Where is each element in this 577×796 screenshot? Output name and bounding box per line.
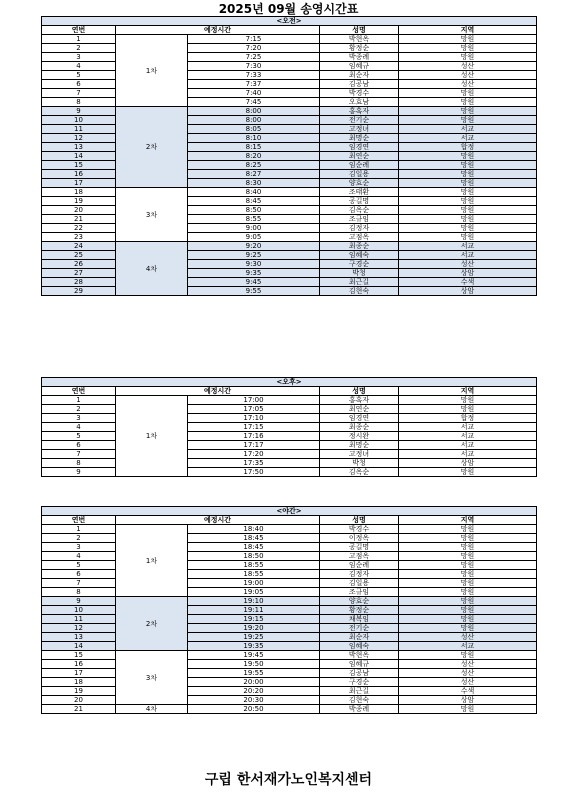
row-number: 11 (42, 125, 116, 134)
region: 성산 (399, 633, 537, 642)
region: 망원 (399, 116, 537, 125)
header-region: 지역 (399, 387, 537, 396)
region: 망원 (399, 215, 537, 224)
row-number: 27 (42, 269, 116, 278)
table-row (42, 651, 537, 660)
region: 상암 (399, 459, 537, 468)
person-name: 고정녀 (320, 450, 399, 459)
region: 망원 (399, 233, 537, 242)
row-number: 19 (42, 197, 116, 206)
row-number: 3 (42, 414, 116, 423)
person-name: 최종순 (320, 242, 399, 251)
region: 망원 (399, 525, 537, 534)
row-number: 16 (42, 170, 116, 179)
person-name: 임경연 (320, 143, 399, 152)
section-header-row (42, 507, 537, 516)
scheduled-time: 17:15 (188, 423, 320, 432)
table-row (42, 35, 537, 44)
region: 망원 (399, 170, 537, 179)
row-number: 1 (42, 525, 116, 534)
row-number: 21 (42, 705, 116, 714)
region: 망원 (399, 53, 537, 62)
region: 성산 (399, 669, 537, 678)
scheduled-time: 7:15 (188, 35, 320, 44)
row-number: 10 (42, 606, 116, 615)
scheduled-time: 7:45 (188, 98, 320, 107)
header-region: 지역 (399, 516, 537, 525)
region: 수색 (399, 278, 537, 287)
row-number: 16 (42, 660, 116, 669)
row-number: 4 (42, 423, 116, 432)
person-name: 김옥순 (320, 468, 399, 477)
region: 서교 (399, 450, 537, 459)
region: 상암 (399, 287, 537, 296)
region: 수색 (399, 687, 537, 696)
row-number: 3 (42, 543, 116, 552)
scheduled-time: 9:25 (188, 251, 320, 260)
section-header-row (42, 378, 537, 387)
person-name: 구경순 (320, 678, 399, 687)
header-time: 예정시간 (116, 387, 320, 396)
row-number: 13 (42, 143, 116, 152)
region: 망원 (399, 405, 537, 414)
row-number: 6 (42, 570, 116, 579)
scheduled-time: 17:50 (188, 468, 320, 477)
region: 망원 (399, 552, 537, 561)
scheduled-time: 20:30 (188, 696, 320, 705)
group-label: 1차 (116, 525, 188, 597)
row-number: 5 (42, 71, 116, 80)
region: 망원 (399, 152, 537, 161)
row-number: 15 (42, 161, 116, 170)
scheduled-time: 17:00 (188, 396, 320, 405)
group-label: 1차 (116, 35, 188, 107)
person-name: 임순례 (320, 561, 399, 570)
section-label: <야간> (42, 507, 537, 516)
scheduled-time: 18:45 (188, 534, 320, 543)
scheduled-time: 20:50 (188, 705, 320, 714)
row-number: 28 (42, 278, 116, 287)
person-name: 오효남 (320, 98, 399, 107)
region: 망원 (399, 615, 537, 624)
region: 망원 (399, 579, 537, 588)
column-header-row (42, 26, 537, 35)
region: 성산 (399, 660, 537, 669)
row-number: 22 (42, 224, 116, 233)
column-header-row (42, 516, 537, 525)
row-number: 7 (42, 89, 116, 98)
row-number: 11 (42, 615, 116, 624)
person-name: 임혜규 (320, 62, 399, 71)
header-time: 예정시간 (116, 26, 320, 35)
header-name: 성명 (320, 516, 399, 525)
row-number: 7 (42, 450, 116, 459)
region: 망원 (399, 570, 537, 579)
header-region: 지역 (399, 26, 537, 35)
scheduled-time: 18:45 (188, 543, 320, 552)
row-number: 14 (42, 642, 116, 651)
scheduled-time: 9:20 (188, 242, 320, 251)
region: 성산 (399, 678, 537, 687)
person-name: 구경순 (320, 260, 399, 269)
person-name: 공길명 (320, 197, 399, 206)
region: 망원 (399, 588, 537, 597)
row-number: 20 (42, 696, 116, 705)
scheduled-time: 19:15 (188, 615, 320, 624)
scheduled-time: 19:10 (188, 597, 320, 606)
person-name: 임경연 (320, 414, 399, 423)
scheduled-time: 8:55 (188, 215, 320, 224)
scheduled-time: 19:25 (188, 633, 320, 642)
row-number: 8 (42, 98, 116, 107)
row-number: 6 (42, 441, 116, 450)
row-number: 23 (42, 233, 116, 242)
scheduled-time: 19:11 (188, 606, 320, 615)
person-name: 최명순 (320, 134, 399, 143)
region: 망원 (399, 534, 537, 543)
scheduled-time: 9:05 (188, 233, 320, 242)
person-name: 김공남 (320, 669, 399, 678)
person-name: 임혜숙 (320, 251, 399, 260)
person-name: 김현숙 (320, 287, 399, 296)
person-name: 조규임 (320, 215, 399, 224)
row-number: 1 (42, 396, 116, 405)
row-number: 29 (42, 287, 116, 296)
table-row (42, 597, 537, 606)
region: 서교 (399, 242, 537, 251)
row-number: 1 (42, 35, 116, 44)
scheduled-time: 19:05 (188, 588, 320, 597)
region: 망원 (399, 651, 537, 660)
header-name: 성명 (320, 26, 399, 35)
person-name: 박현옥 (320, 651, 399, 660)
scheduled-time: 9:30 (188, 260, 320, 269)
person-name: 조태환 (320, 188, 399, 197)
header-name: 성명 (320, 387, 399, 396)
scheduled-time: 20:20 (188, 687, 320, 696)
region: 망원 (399, 98, 537, 107)
person-name: 김정자 (320, 224, 399, 233)
region: 성산 (399, 71, 537, 80)
group-label: 3차 (116, 651, 188, 705)
person-name: 고점옥 (320, 552, 399, 561)
page-title: 2025년 09월 송영시간표 (218, 2, 359, 16)
evening-table (41, 506, 537, 714)
person-name: 최명순 (320, 441, 399, 450)
person-name: 양효순 (320, 179, 399, 188)
scheduled-time: 8:10 (188, 134, 320, 143)
scheduled-time: 19:45 (188, 651, 320, 660)
scheduled-time: 18:40 (188, 525, 320, 534)
region: 망원 (399, 624, 537, 633)
person-name: 박종례 (320, 53, 399, 62)
region: 망원 (399, 107, 537, 116)
row-number: 2 (42, 44, 116, 53)
row-number: 3 (42, 53, 116, 62)
scheduled-time: 9:00 (188, 224, 320, 233)
table-row (42, 396, 537, 405)
scheduled-time: 9:35 (188, 269, 320, 278)
scheduled-time: 7:25 (188, 53, 320, 62)
person-name: 김정자 (320, 570, 399, 579)
row-number: 12 (42, 624, 116, 633)
person-name: 고점옥 (320, 233, 399, 242)
region: 망원 (399, 597, 537, 606)
region: 망원 (399, 705, 537, 714)
person-name: 박종례 (320, 705, 399, 714)
scheduled-time: 7:20 (188, 44, 320, 53)
afternoon-table (41, 377, 537, 477)
group-label: 3차 (116, 188, 188, 242)
person-name: 박청 (320, 459, 399, 468)
region: 서교 (399, 642, 537, 651)
row-number: 6 (42, 80, 116, 89)
row-number: 2 (42, 405, 116, 414)
scheduled-time: 17:05 (188, 405, 320, 414)
row-number: 25 (42, 251, 116, 260)
region: 서교 (399, 125, 537, 134)
person-name: 양효순 (320, 597, 399, 606)
region: 서교 (399, 423, 537, 432)
group-label: 2차 (116, 597, 188, 651)
region: 망원 (399, 179, 537, 188)
section-label: <오전> (42, 17, 537, 26)
table-row (42, 188, 537, 197)
person-name: 홍혹자 (320, 396, 399, 405)
scheduled-time: 17:16 (188, 432, 320, 441)
person-name: 황정순 (320, 606, 399, 615)
scheduled-time: 19:50 (188, 660, 320, 669)
person-name: 김현숙 (320, 696, 399, 705)
person-name: 최연순 (320, 405, 399, 414)
person-name: 최종순 (320, 423, 399, 432)
section-label: <오후> (42, 378, 537, 387)
header-no: 연번 (42, 26, 116, 35)
person-name: 전기순 (320, 624, 399, 633)
region: 망원 (399, 197, 537, 206)
region: 합정 (399, 414, 537, 423)
person-name: 고정녀 (320, 125, 399, 134)
header-no: 연번 (42, 516, 116, 525)
group-label: 4차 (116, 705, 188, 714)
column-header-row (42, 387, 537, 396)
row-number: 8 (42, 588, 116, 597)
region: 망원 (399, 396, 537, 405)
row-number: 20 (42, 206, 116, 215)
scheduled-time: 8:45 (188, 197, 320, 206)
person-name: 최순자 (320, 71, 399, 80)
person-name: 홍혹자 (320, 107, 399, 116)
scheduled-time: 7:37 (188, 80, 320, 89)
scheduled-time: 17:20 (188, 450, 320, 459)
region: 상암 (399, 269, 537, 278)
scheduled-time: 8:30 (188, 179, 320, 188)
scheduled-time: 8:00 (188, 116, 320, 125)
person-name: 김일용 (320, 170, 399, 179)
person-name: 조규임 (320, 588, 399, 597)
region: 망원 (399, 161, 537, 170)
row-number: 9 (42, 597, 116, 606)
region: 서교 (399, 432, 537, 441)
table-row (42, 525, 537, 534)
region: 망원 (399, 224, 537, 233)
region: 망원 (399, 606, 537, 615)
row-number: 14 (42, 152, 116, 161)
row-number: 8 (42, 459, 116, 468)
region: 망원 (399, 89, 537, 98)
scheduled-time: 8:40 (188, 188, 320, 197)
row-number: 18 (42, 678, 116, 687)
table-row (42, 705, 537, 714)
region: 합정 (399, 143, 537, 152)
morning-table (41, 16, 537, 296)
person-name: 최연순 (320, 152, 399, 161)
scheduled-time: 18:50 (188, 552, 320, 561)
region: 서교 (399, 251, 537, 260)
row-number: 5 (42, 561, 116, 570)
scheduled-time: 19:55 (188, 669, 320, 678)
scheduled-time: 8:50 (188, 206, 320, 215)
person-name: 박청 (320, 269, 399, 278)
person-name: 이정옥 (320, 534, 399, 543)
row-number: 7 (42, 579, 116, 588)
scheduled-time: 19:20 (188, 624, 320, 633)
region: 망원 (399, 188, 537, 197)
person-name: 전기순 (320, 116, 399, 125)
group-label: 1차 (116, 396, 188, 477)
organization-name: 구립 한서재가노인복지센터 (204, 772, 373, 788)
scheduled-time: 9:55 (188, 287, 320, 296)
region: 망원 (399, 468, 537, 477)
row-number: 15 (42, 651, 116, 660)
header-time: 예정시간 (116, 516, 320, 525)
row-number: 12 (42, 134, 116, 143)
scheduled-time: 19:35 (188, 642, 320, 651)
person-name: 정시완 (320, 432, 399, 441)
person-name: 임혜숙 (320, 642, 399, 651)
scheduled-time: 8:15 (188, 143, 320, 152)
person-name: 황정순 (320, 44, 399, 53)
region: 망원 (399, 206, 537, 215)
scheduled-time: 17:10 (188, 414, 320, 423)
region: 상암 (399, 696, 537, 705)
scheduled-time: 20:00 (188, 678, 320, 687)
row-number: 4 (42, 62, 116, 71)
group-label: 2차 (116, 107, 188, 188)
scheduled-time: 8:25 (188, 161, 320, 170)
scheduled-time: 8:00 (188, 107, 320, 116)
person-name: 공길명 (320, 543, 399, 552)
row-number: 13 (42, 633, 116, 642)
region: 망원 (399, 543, 537, 552)
person-name: 김일용 (320, 579, 399, 588)
row-number: 21 (42, 215, 116, 224)
table-row (42, 242, 537, 251)
header-no: 연번 (42, 387, 116, 396)
row-number: 2 (42, 534, 116, 543)
row-number: 9 (42, 468, 116, 477)
region: 서교 (399, 441, 537, 450)
person-name: 김옥순 (320, 206, 399, 215)
person-name: 임혜규 (320, 660, 399, 669)
region: 성산 (399, 62, 537, 71)
scheduled-time: 19:00 (188, 579, 320, 588)
table-row (42, 107, 537, 116)
scheduled-time: 18:55 (188, 570, 320, 579)
region: 망원 (399, 35, 537, 44)
scheduled-time: 8:27 (188, 170, 320, 179)
person-name: 최순자 (320, 633, 399, 642)
row-number: 9 (42, 107, 116, 116)
row-number: 17 (42, 179, 116, 188)
row-number: 24 (42, 242, 116, 251)
person-name: 채복임 (320, 615, 399, 624)
region: 성산 (399, 260, 537, 269)
section-header-row (42, 17, 537, 26)
scheduled-time: 7:33 (188, 71, 320, 80)
region: 망원 (399, 44, 537, 53)
row-number: 17 (42, 669, 116, 678)
person-name: 박경수 (320, 525, 399, 534)
region: 성산 (399, 80, 537, 89)
row-number: 5 (42, 432, 116, 441)
person-name: 임순례 (320, 161, 399, 170)
scheduled-time: 17:17 (188, 441, 320, 450)
scheduled-time: 7:40 (188, 89, 320, 98)
row-number: 18 (42, 188, 116, 197)
row-number: 19 (42, 687, 116, 696)
person-name: 박경수 (320, 89, 399, 98)
person-name: 박현옥 (320, 35, 399, 44)
region: 망원 (399, 561, 537, 570)
scheduled-time: 17:35 (188, 459, 320, 468)
scheduled-time: 9:45 (188, 278, 320, 287)
scheduled-time: 8:05 (188, 125, 320, 134)
row-number: 26 (42, 260, 116, 269)
person-name: 최근길 (320, 687, 399, 696)
scheduled-time: 8:20 (188, 152, 320, 161)
scheduled-time: 18:55 (188, 561, 320, 570)
person-name: 최근길 (320, 278, 399, 287)
row-number: 10 (42, 116, 116, 125)
person-name: 김공남 (320, 80, 399, 89)
region: 서교 (399, 134, 537, 143)
row-number: 4 (42, 552, 116, 561)
scheduled-time: 7:30 (188, 62, 320, 71)
group-label: 4차 (116, 242, 188, 296)
